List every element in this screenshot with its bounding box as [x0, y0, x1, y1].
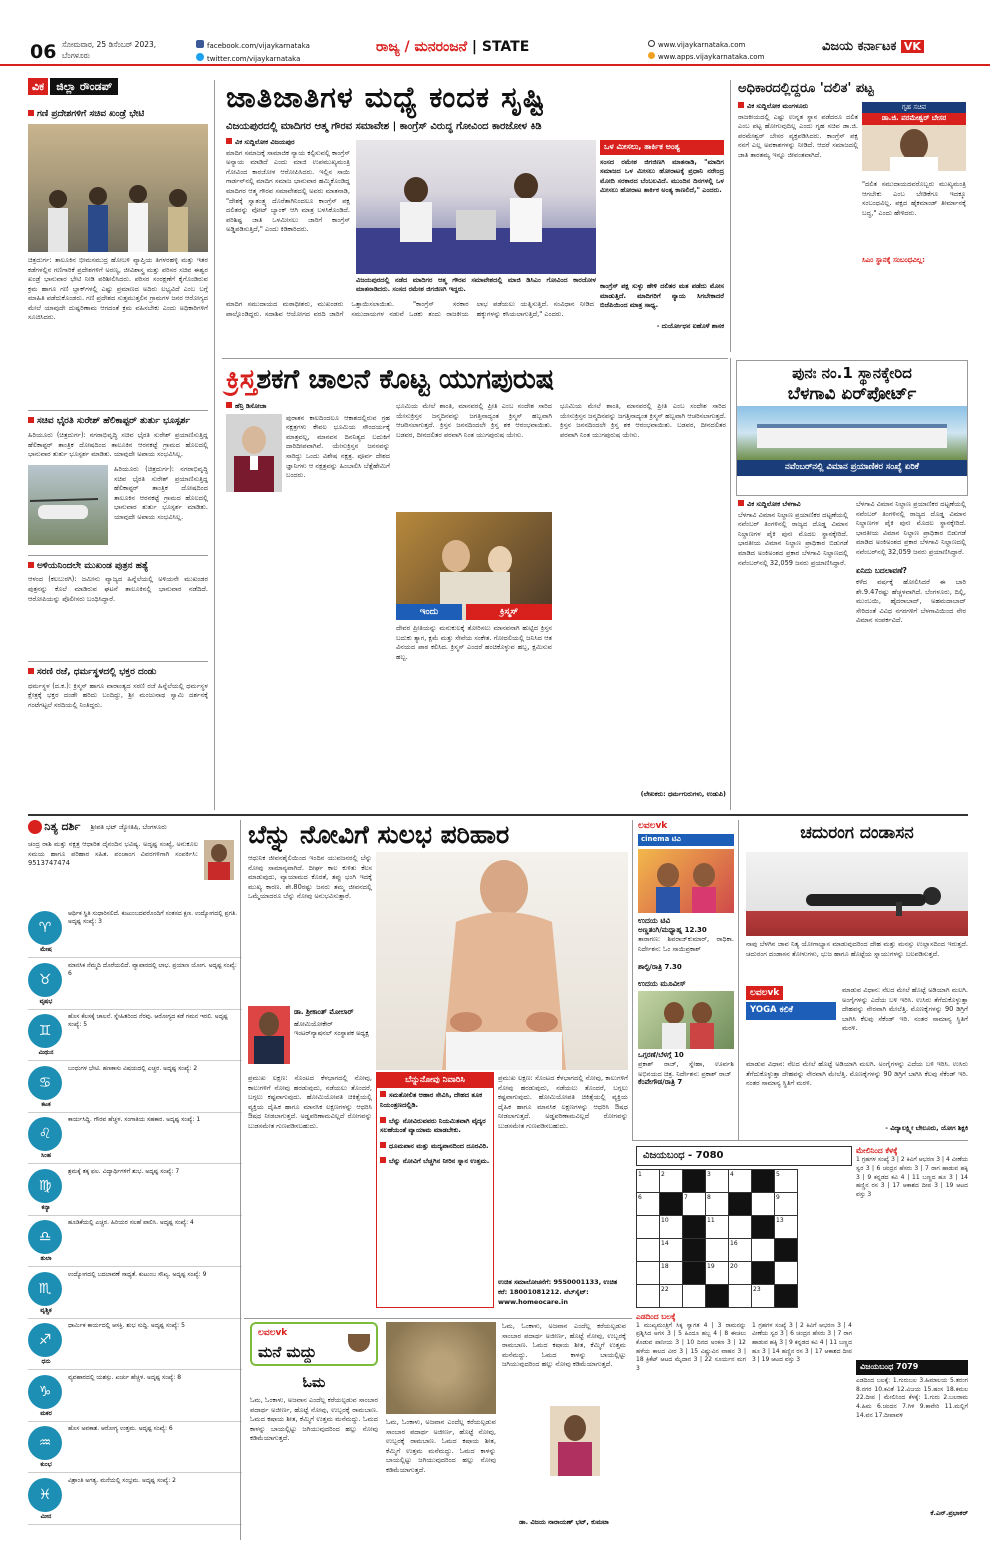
district-s1-photo — [28, 124, 208, 252]
crossword-cell[interactable] — [637, 1284, 660, 1307]
district-s3-head: ಅಳಿಯನಿಂದಲೇ ಮುಖಂಡ ಪುತ್ರನ ಹತ್ಯೆ — [37, 561, 149, 572]
district-s1-body: ಚಿತ್ರದುರ್ಗ: ತಾಲೂಕಿನ ಭೀಮಸಮುದ್ರ ಹೋಬಳಿ ವ್ಯಾಪ್ತಿಯ ತಿಗಳರಹಳ್ಳಿ ಮತ್ತು ಇತರ ಕಡೆಗಳಲ್ಲಿನ ಗಣಿಗಾರಿಕೆ ಪ್ರದೇಶಗಳಿಗೆ ಅರಣ್ಯ, ಜೀವಿಶಾಸ್ತ್ರ ಮತ್ತು ಪರಿಸರ ಸಚಿವ ಈಶ್ವರ ಖಂಡ್ರೆ ಭಾನುವಾರ ಭೇಟಿ ನೀಡಿ ಪರಿಶೀಲಿಸಿದರು. ಪರಿಸರ ಸಂರಕ್ಷಣೆಗೆ ಕೈಗೊಂಡಿರುವ ಕ್ರಮ ಹಾಗೂ ಗಣಿ ಬ್ಲಾಕ್‌ಗಳಲ್ಲಿ ಎಷ್ಟು ಪ್ರಮಾಣದ ಅದಿರು ಲಭ್ಯವಿದೆ ಎಂಬ ಬಗ್ಗೆ ಮಾಹಿತಿ ಪಡೆದುಕೊಂಡರು. ಗಣಿ ಪ್ರದೇಶದ ಸುತ್ತಮುತ್ತಲಿನ ಗ್ರಾಮಗಳ ಜನರ ಆರೋಗ್ಯದ ಮೇಲೆ ಯಾವುದೇ ದುಷ್ಪರಿಣಾಮ ಆಗದಂತೆ ಕ್ರಮ ವಹಿಸಬೇಕು ಎಂದು ಅಧಿಕಾರಿಗಳಿಗೆ ಸೂಚಿಸಿದರು. — [28, 256, 208, 322]
airport-banner: ನವೆಂಬರ್‌ನಲ್ಲಿ ವಿಮಾನ ಪ್ರಯಾಣಿಕರ ಸಂಖ್ಯೆ ಏರಿಕೆ — [737, 460, 967, 475]
lead-sidebar-body: ಸಂಸದ ರಮೇಶ ಜಿಗಜಿಣಗಿ ಮಾತನಾಡಿ, "ಮಾದಿಗ ಸಮಾಜದ ಒಳ ಮೀಸಲು ಹೋರಾಟಕ್ಕೆ ಪ್ರಧಾನಿ ನರೇಂದ್ರ ಮೋದಿ ಸರಕಾರದ ಬೆಂಬಲವಿದೆ. ಮುಂದಿನ ದಿನಗಳಲ್ಲಿ ಒಳ ಮೀಸಲು ಹೋರಾಟ ತಾರ್ಕಿಕ ಅಂತ್ಯ ಕಾಣಲಿದೆ," ಎಂದರು. — [600, 157, 724, 195]
zodiac-icon: ♎ — [28, 1220, 62, 1254]
zodiac-row — [28, 1166, 242, 1216]
christmas-body-2: ಭೂಮಿಯ ಮೇಲೆ ಶಾಂತಿ, ಮಾನವರಲ್ಲಿ ಪ್ರೀತಿ ಎಂಬ ಸಂದೇಶ ಸಾರಿದ ಯೇಸುಕ್ರಿಸ್ತನ ಜನ್ಮದಿನವನ್ನು ಜಗತ್ತಿನಾದ್ಯಂತ ಕ್ರಿಸ್ಮಸ್ ಹಬ್ಬವಾಗಿ ಆಚರಿಸಲಾಗುತ್ತದೆ. ಕ್ರಿಸ್ತನ ಜನನದಿಂದಲೇ ಕ್ರಿಸ್ತ ಶಕ ಆರಂಭವಾಯಿತು. ಬಡವರ, ದೀನದಲಿತರ ಪರವಾಗಿ ನಿಂತ ಯುಗಪುರುಷ ಯೇಸು. — [396, 402, 552, 439]
backpain-body-3: ಪ್ರಮುಖ ಲಕ್ಷಣ: ಸೊಂಟದ ಕೆಳಭಾಗದಲ್ಲಿ ನೋವು, ಕಾಲುಗಳಿಗೆ ನೋವು ಹರಡುವುದು, ನಡೆಯಲು ತೊಂದರೆ, ಬಗ್ಗಲು ಕಷ್ಟವಾಗುವುದು. ಹೋಮಿಯೋಪತಿ ಚಿಕಿತ್ಸೆಯಲ್ಲಿ ವ್ಯಕ್ತಿಯ ದೈಹಿಕ ಹಾಗೂ ಮಾನಸಿಕ ಲಕ್ಷಣಗಳನ್ನು ಆಧರಿಸಿ ಔಷಧ ನೀಡಲಾಗುತ್ತದೆ. ಅಡ್ಡಪರಿಣಾಮವಿಲ್ಲದೆ ರೋಗವನ್ನು ಬುಡಸಮೇತ ಗುಣಪಡಿಸಬಹುದು. — [498, 1074, 628, 1130]
lead-quote-by: - ದುರ್ಯೋಧನ ಐಹೊಳೆ ಶಾಸಕ — [656, 322, 724, 330]
chess-steps: ಮಾಡುವ ವಿಧಾನ: ನೆಲದ ಮೇಲೆ ಹೊಟ್ಟೆ ಅಡಿಯಾಗಿ ಮಲಗಿ. ಅಂಗೈಗಳನ್ನು ಎದೆಯ ಬಳಿ ಇರಿಸಿ. ಉಸಿರು ತೆಗೆದುಕೊಳ್ಳುತ್ತಾ ದೇಹವನ್ನು ನೇರವಾಗಿ ಮೇಲೆತ್ತಿ. ಮೊಣಕೈಗಳನ್ನು 90 ಡಿಗ್ರಿಗೆ ಬಾಗಿಸಿ ಕೆಲವು ಸೆಕೆಂಡ್ ಇರಿ. ನಂತರ ಸಾಮಾನ್ಯ ಸ್ಥಿತಿಗೆ ಮರಳಿ. — [842, 986, 968, 1033]
airport-body: ಬೆಳಗಾವಿ ವಿಮಾನ ನಿಲ್ದಾಣ ಪ್ರಯಾಣಿಕರ ದಟ್ಟಣೆಯಲ್ಲಿ ನವೆಂಬರ್ ತಿಂಗಳಿನಲ್ಲಿ ರಾಜ್ಯದ ದೊಡ್ಡ ವಿಮಾನ ನಿಲ್ದಾಣಗಳ ಪೈಕಿ ಪುನಃ ಮೊದಲ ಸ್ಥಾನಕ್ಕೇರಿದೆ. ಭಾರತೀಯ ವಿಮಾನ ನಿಲ್ದಾಣ ಪ್ರಾಧಿಕಾರ ಬಿಡುಗಡೆ ಮಾಡಿದ ಅಂಕಿಅಂಶದ ಪ್ರಕಾರ ಬೆಳಗಾವಿ ನಿಲ್ದಾಣದಲ್ಲಿ ನವೆಂಬರ್‌ನಲ್ಲಿ 32,059 ಜನರು ಪ್ರಯಾಣಿಸಿದ್ದಾರೆ. — [738, 510, 848, 567]
tip-text: ಬೆನ್ನು ನೋವಿಗೆ ಬೆಚ್ಚಗಿನ ನೀರಿನ ಸ್ನಾನ ಉತ್ತಮ. — [389, 1157, 490, 1166]
district-s2-body-cont: ಹಿರಿಯೂರು (ಚಿತ್ರದುರ್ಗ): ನಗರಾಭಿವೃದ್ಧಿ ಸಚಿವ ಭೈರತಿ ಸುರೇಶ್ ಪ್ರಯಾಣಿಸುತ್ತಿದ್ದ ಹೆಲಿಕಾಪ್ಟರ್ ತಾಂತ್ರಿಕ ದೋಷದಿಂದ ತಾಲೂಕಿನ ಆರನಕಟ್ಟೆ ಗ್ರಾಮದ ಹೊಲದಲ್ಲಿ ಭಾನುವಾರ ತುರ್ತು ಭೂಸ್ಪರ್ಶ ಮಾಡಿತು. ಯಾವುದೇ ಅಪಾಯ ಸಂಭವಿಸಿಲ್ಲ. — [114, 465, 208, 522]
tips-box — [376, 1072, 494, 1308]
district-s1-head: ಗಣಿ ಪ್ರದೇಶಗಳಿಗೆ ಸಚಿವ ಖಂಡ್ರೆ ಭೇಟಿ — [37, 109, 145, 119]
right-top-body: ರಾಜಕೀಯದಲ್ಲಿ ಎಷ್ಟು ಉನ್ನತ ಸ್ಥಾನ ಪಡೆದರೂ ದಲಿತ ಎಂಬ ಪಟ್ಟ ಹೋಗುವುದಿಲ್ಲ ಎಂದು ಗೃಹ ಸಚಿವ ಡಾ.ಜಿ. ಪರಮೇಶ್ವರ್ ಬೇಸರ ವ್ಯಕ್ತಪಡಿಸಿದರು. ಕಾಂಗ್ರೆಸ್ ಪಕ್ಷ ನನಗೆ ಎಲ್ಲ ಅವಕಾಶಗಳನ್ನು ನೀಡಿದೆ. ಆದರೆ ಸಮಾಜದಲ್ಲಿ ಜಾತಿ ತಾರತಮ್ಯ ಇನ್ನೂ ಜೀವಂತವಾಗಿದೆ. — [738, 112, 858, 159]
tip-bullet-icon — [380, 1117, 386, 1123]
section-name: ರಾಜ್ಯ / ಮನರಂಜನೆ — [376, 39, 468, 55]
district-s2-head: ಸಚಿವ ಭೈರತಿ ಸುರೇಶ್ ಹೆಲಿಕಾಪ್ಟರ್ ತುರ್ತು ಭೂಸ್ಪರ್ಶ — [37, 416, 190, 427]
right-top-sub-body: "ದಲಿತ ಸಮುದಾಯದವರೊಬ್ಬರು ಮುಖ್ಯಮಂತ್ರಿ ಆಗಬೇಕು ಎಂಬ ಬೇಡಿಕೆಗೂ ಇದಕ್ಕೂ ಸಂಬಂಧವಿಲ್ಲ. ಪಕ್ಷದ ಹೈಕಮಾಂಡ್ ತೀರ್ಮಾನಕ್ಕೆ ಬದ್ಧ," ಎಂದು ಹೇಳಿದರು. — [862, 180, 966, 217]
christmas-tags — [396, 604, 552, 620]
tip-item — [380, 1117, 490, 1136]
zodiac-text: ಕಾರ್ಯಸಿದ್ಧಿ. ಗೌರವ ಹೆಚ್ಚಳ. ಸಂಗಾತಿಯ ಸಹಕಾರ. ಅದೃಷ್ಟ ಸಂಖ್ಯೆ: 1 — [68, 1116, 201, 1123]
crossword-answers: ಎಡದಿಂದ ಬಲಕ್ಕೆ: 1.ಗುರುಬಲ 3.ಹಿಮಾಲಯ 5.ತರಂಗ 8.ನಗರ 10.ಕವಿತೆ 12.ವಿಜಯ 15.ಹಂಸ 18.ಕಮಲ 22.ದೀಪ | ಮೇಲಿನಿಂದ ಕೆಳಕ್ಕೆ: 1.ಗುರು 2.ಬಲರಾಮ 4.ಹಿಮ 6.ಚಂದನ 7.ಗಿಳಿ 9.ಕಾವೇರಿ 11.ಮಲ್ಲಿಗೆ 14.ವನ 17.ದೀಪಾವಳಿ — [856, 1376, 968, 1419]
tv-brand: ಲವಲvk — [638, 821, 668, 831]
doctor-title: ಹೋಮಿಯೋಕೇರ್ ಇಂಟರ್‌ನ್ಯಾಷನಲ್ ಸಂಸ್ಥಾಪಕ ಅಧ್ಯಕ್ಷ — [294, 1020, 369, 1037]
facebook-link[interactable]: facebook.com/vijaykarnataka — [207, 42, 310, 50]
zodiac-name: ಮಿಥುನ — [38, 1049, 54, 1056]
airport-body-cont: ಬೆಳಗಾವಿ ವಿಮಾನ ನಿಲ್ದಾಣ ಪ್ರಯಾಣಿಕರ ದಟ್ಟಣೆಯಲ್ಲಿ ನವೆಂಬರ್ ತಿಂಗಳಿನಲ್ಲಿ ರಾಜ್ಯದ ದೊಡ್ಡ ವಿಮಾನ ನಿಲ್ದಾಣಗಳ ಪೈಕಿ ಪುನಃ ಮೊದಲ ಸ್ಥಾನಕ್ಕೇರಿದೆ. ಭಾರತೀಯ ವಿಮಾನ ನಿಲ್ದಾಣ ಪ್ರಾಧಿಕಾರ ಬಿಡುಗಡೆ ಮಾಡಿದ ಅಂಕಿಅಂಶದ ಪ್ರಕಾರ ಬೆಳಗಾವಿ ನಿಲ್ದಾಣದಲ್ಲಿ ನವೆಂಬರ್‌ನಲ್ಲಿ 32,059 ಜನರು ಪ್ರಯಾಣಿಸಿದ್ದಾರೆ. — [856, 500, 966, 556]
tv-ch1-info: ತಾರಾಗಣ: ಶಿವರಾಜ್‌ಕುಮಾರ್, ರಾಧಿಕಾ. ನಿರ್ದೇಶನ: ಓಂ ಸಾಯಿಪ್ರಕಾಶ್ — [638, 935, 734, 953]
right-top-photo-box — [862, 102, 966, 176]
airport-dateline — [738, 500, 848, 509]
tv-ch1-show2: ಶಾಲ್ಟಿ/ರಾತ್ರಿ 7.30 — [638, 963, 682, 972]
tv-ch2-info: ಪ್ರಕಾಶ್ ರಾಜ್, ಸ್ನೇಹಾ, ಊರ್ವಶಿ ಅಭಿನಯದ ಚಿತ್ರ. ನಿರ್ದೇಶನ: ಪ್ರಕಾಶ್ ರಾಜ್ — [638, 1060, 734, 1078]
zodiac-icon: ♋ — [28, 1066, 62, 1100]
airport-box — [736, 360, 968, 496]
zodiac-name: ಮೇಷ — [40, 946, 52, 953]
tip-text: ಸಮತೋಲಿತ ಆಹಾರ ಸೇವಿಸಿ, ದೇಹದ ತೂಕ ನಿಯಂತ್ರಣದಲ್ಲಿಡಿ. — [380, 1091, 483, 1110]
zodiac-name: ಮೀನ — [40, 1512, 52, 1520]
crossword-cell[interactable] — [729, 1284, 752, 1307]
zodiac-icon: ♉ — [28, 963, 62, 997]
recipe-badge — [250, 1322, 378, 1366]
crossword-cell[interactable] — [752, 1192, 775, 1215]
crossword-across-head: ಎಡದಿಂದ ಬಲಕ್ಕೆ — [636, 1311, 676, 1321]
tip-bullet-icon — [380, 1157, 386, 1163]
tip-text: ಧೂಮಪಾನ ಮತ್ತು ಮದ್ಯಪಾನದಿಂದ ದೂರವಿರಿ. — [389, 1141, 489, 1150]
christmas-tag2: ಕ್ರಿಸ್ಮಸ್ — [466, 604, 552, 620]
yoga-photo — [746, 852, 968, 936]
crossword-cell[interactable]: 13 — [775, 1215, 798, 1238]
zodiac-text: ಬಂಧುಗಳ ಭೇಟಿ. ಹಣಕಾಸು ವಿಷಯದಲ್ಲಿ ಎಚ್ಚರ. ಅದೃಷ್ಟ ಸಂಖ್ಯೆ: 2 — [68, 1064, 198, 1072]
twitter-link[interactable]: twitter.com/vijaykarnataka — [207, 55, 301, 64]
tv-ch1: ಉದಯ ಟಿವಿ — [638, 915, 671, 925]
tips-list — [377, 1088, 493, 1175]
recipe-author: ಡಾ. ವಿಜಯ ನಾರಾಯಣ್ ಭಟ್, ಕುಮಟಾ — [519, 1518, 609, 1526]
tip-text: ಬೆನ್ನು ನೋವಿರುವವರು ನಿಯಮಿತವಾಗಿ ವೈದ್ಯರ ಸಲಹೆಯಂತೆ ವ್ಯಾಯಾಮ ಮಾಡಬೇಕು. — [380, 1116, 486, 1135]
zodiac-icon: ♐ — [28, 1323, 62, 1357]
horoscope-intro: ಚಂದ್ರ ರಾಶಿ ಮತ್ತು ನಕ್ಷತ್ರ ಆಧಾರಿತ ದೈನಂದಿನ ಭವಿಷ್ಯ. ಅದೃಷ್ಟ ಸಂಖ್ಯೆ, ಅನುಕೂಲ ಸಮಯ ಹಾಗೂ ಪರಿಹಾರ ಸಹಿತ. ಪಂಚಾಂಗ ವಿವರಗಳಿಗಾಗಿ ಸಂಪರ್ಕಿಸಿ: 9513747474 — [28, 840, 198, 868]
lead-photo — [356, 140, 596, 274]
parameshwar-photo — [862, 125, 966, 171]
tv-sub: cinema ಟಿವಿ — [638, 834, 734, 845]
crossword-across: 1 ಮುಖ್ಯಮಂತ್ರಿಗೆ ಸಿಕ್ಕ ಸ್ವಾಗತ 4 | 3 ರಾಮನನ್ನು ಪ್ರಶ್ನಿಸಿದ ಅಗಸ 3 | 5 ಹಿಂದೂ ಹಬ್ಬ 4 | 8 ಈಚಲು ಕೊಡುವ ಪಾನೀಯ 3 | 10 ದಿನದ ಅಂಕಣ 3 | 12 ಹಳೆಯ ಕಾಲದ ವೀರ 3 | 15 ವಿಷ್ಣುವಿನ ವಾಹನ 3 | 18 ಕ್ರಿಕೆಟ್ ಆಟದ ಮೈದಾನ 3 | 22 ಸೂರ್ಯನ ಮಗ 3 — [636, 1321, 746, 1373]
right-top-sub: ಸಿಎಂ ಸ್ಥಾನಕ್ಕೆ ಸಂಬಂಧವಿಲ್ಲ: — [862, 256, 925, 264]
crossword-cell[interactable]: 11 — [706, 1215, 729, 1238]
tv-box — [638, 820, 734, 1136]
zodiac-row — [28, 1475, 242, 1525]
crossword-box — [636, 1146, 852, 1544]
lead-dateline-text: ವಿಕ ಸುದ್ದಿಲೋಕ ವಿಜಯಪುರ — [235, 138, 295, 146]
globe-icon — [648, 40, 655, 47]
city: ಬೆಂಗಳೂರು — [62, 51, 91, 60]
tip-item — [380, 1157, 490, 1167]
crossword-cell[interactable]: 7 — [683, 1192, 706, 1215]
backpain-headline: ಬೆನ್ನು ನೋವಿಗೆ ಸುಲಭ ಪರಿಹಾರ — [248, 820, 510, 849]
zodiac-name: ಕನ್ಯಾ — [41, 1203, 51, 1211]
crossword-cell[interactable]: 6 — [637, 1192, 660, 1215]
zodiac-row — [28, 1423, 242, 1473]
crossword-author: ಕೆ.ಎನ್.ಪ್ರಭಾಕರ್ — [930, 1508, 968, 1517]
mortar-icon — [348, 1334, 370, 1352]
christmas-tag1: ಇಂದು — [396, 604, 462, 620]
crossword-cell[interactable] — [683, 1215, 706, 1238]
twitter-icon — [196, 53, 204, 61]
airport-photo — [737, 406, 967, 460]
crossword-cell[interactable] — [752, 1238, 775, 1261]
crossword-cell[interactable]: 10 — [660, 1215, 683, 1238]
lead-body-2: ಮಾದಿಗ ಸಮುದಾಯದ ಮಠಾಧೀಶರು, ಮುಖಂಡರು ಪಾಲ್ಗೊಂಡಿದ್ದರು. ಸದಾಶಿವ ಆಯೋಗದ ವರದಿ ಜಾರಿಗೆ ಒತ್ತಾಯಿಸಲಾಯಿತು. "ಕಾಂಗ್ರೆಸ್ ಸರಕಾರ ಸಮುದಾಯಗಳ ನಡುವೆ ಒಡಕು ತಂದು ರಾಜಕೀಯ ಲಾಭ ಪಡೆಯಲು ಯತ್ನಿಸುತ್ತಿದೆ. ಸಂವಿಧಾನ ನೀಡಿದ ಹಕ್ಕುಗಳನ್ನು ಕಸಿಯಲಾಗುತ್ತಿದೆ," ಎಂದರು. — [226, 300, 594, 318]
zodiac-name: ಧನು — [41, 1358, 51, 1365]
zodiac-icon: ♓ — [28, 1478, 62, 1512]
crossword-cell[interactable] — [752, 1169, 775, 1192]
tip-item — [380, 1091, 490, 1110]
right-top-dateline-text: ವಿಕ ಸುದ್ದಿಲೋಕ ಮಂಗಳೂರು — [747, 102, 809, 110]
horoscope-title: ನಿತ್ಯ ದರ್ಶಿ — [44, 820, 81, 833]
zodiac-icon: ♍ — [28, 1169, 62, 1203]
crossword-cell[interactable] — [683, 1169, 706, 1192]
zodiac-icon: ♌ — [28, 1117, 62, 1151]
crossword-cell[interactable] — [752, 1215, 775, 1238]
zodiac-text: ವಿಶ್ರಾಂತಿ ಅಗತ್ಯ. ಮನೆಯಲ್ಲಿ ಸಂಭ್ರಮ. ಅದೃಷ್ಟ ಸಂಖ್ಯೆ: 2 — [68, 1476, 176, 1484]
tips-head: ಬೆನ್ನುನೋವು ನಿವಾರಿಸಿ — [377, 1073, 493, 1088]
crossword-cell[interactable]: 4 — [729, 1169, 752, 1192]
doctor-name: ಡಾ. ಶ್ರೀಕಾಂತ್ ಮೋಲಾರ್ — [294, 1008, 354, 1016]
backpain-contact: ಉಚಿತ ಸಮಾಲೋಚನೆಗೆ: 9550001133, ಉಚಿತ ಕರೆ: 18001081212. ವೆಬ್‌ಸೈಟ್: www.homeocare.in — [498, 1278, 618, 1306]
christmas-byline — [226, 402, 390, 411]
app-icon — [648, 52, 655, 59]
recipe-label: ಮನೆ ಮದ್ದು — [258, 1343, 317, 1361]
backpain-body-1: ಆಧುನಿಕ ಜೀವನಶೈಲಿಯಿಂದ ಇಂದಿನ ಯುವಜನರಲ್ಲಿ ಬೆನ್ನು ನೋವು ಸಾಮಾನ್ಯವಾಗಿದೆ. ದೀರ್ಘ ಕಾಲ ಕುಳಿತು ಕೆಲಸ ಮಾಡುವುದು, ವ್ಯಾಯಾಮದ ಕೊರತೆ, ತಪ್ಪು ಭಂಗಿ ಇದಕ್ಕೆ ಮುಖ್ಯ ಕಾರಣ. ಶೇ.80ರಷ್ಟು ಜನರು ತಮ್ಮ ಜೀವನದಲ್ಲಿ ಒಮ್ಮೆಯಾದರೂ ಬೆನ್ನು ನೋವು ಅನುಭವಿಸುತ್ತಾರೆ. — [248, 854, 372, 901]
tip-bullet-icon — [380, 1142, 386, 1148]
crossword-cell[interactable] — [637, 1238, 660, 1261]
yoga-label: YOGA ಕಲಿಕೆ — [746, 1002, 836, 1019]
crossword-title: ವಿಜಯಬಂಧ - 7080 — [636, 1146, 852, 1166]
tv-ch2-show2: ಕೆಂಪೇಗೌಡ/ರಾತ್ರಿ 7 — [638, 1078, 683, 1087]
zodiac-name: ವೃಶ್ಚಿಕ — [40, 1306, 52, 1314]
right-top-dateline — [738, 102, 858, 111]
lead-sidebar-head: ಒಳ ಮೀಸಲು, ತಾರ್ಕಿಕ ಅಂತ್ಯ — [600, 140, 724, 155]
lead-dateline — [226, 138, 350, 147]
christmas-writer: (ಲೇಖಕರು: ಧರ್ಮಗುರುಗಳು, ಉಡುಪಿ) — [640, 790, 726, 798]
recipe-brand: ಲವಲvk — [258, 1328, 288, 1338]
crossword-cell[interactable]: 19 — [706, 1261, 729, 1284]
christmas-body-3: ದೇವರ ಪ್ರೀತಿಯನ್ನು ಮನುಕುಲಕ್ಕೆ ತೋರಿಸಲು ಮಾನವನಾಗಿ ಹುಟ್ಟಿದ ಕ್ರಿಸ್ತನ ಬದುಕು ತ್ಯಾಗ, ಕ್ಷಮೆ ಮತ್ತು ಸೇವೆಯ ಸಂಕೇತ. ಗೋದಲಿಯಲ್ಲಿ ಜನಿಸಿದ ಆತ ವಿನಯದ ಪಾಠ ಕಲಿಸಿದ. ಕ್ರಿಸ್ಮಸ್ ಎಂದರೆ ಹಂಚಿಕೊಳ್ಳುವ ಹಬ್ಬ, ಕ್ಷಮಿಸುವ ಹಬ್ಬ. — [396, 624, 552, 661]
crossword-cell[interactable]: 14 — [660, 1238, 683, 1261]
zodiac-text: ಹೂಡಿಕೆಯಲ್ಲಿ ಎಚ್ಚರ. ಹಿರಿಯರ ಸಲಹೆ ಪಾಲಿಸಿ. ಅದೃಷ್ಟ ಸಂಖ್ಯೆ: 4 — [68, 1219, 194, 1226]
zodiac-text: ಹೊಸ ಅವಕಾಶ. ಆರೋಗ್ಯ ಉತ್ತಮ. ಅದೃಷ್ಟ ಸಂಖ್ಯೆ: 6 — [68, 1425, 173, 1432]
zodiac-list — [20, 908, 236, 1528]
zodiac-row — [28, 1320, 242, 1370]
crossword-cell[interactable] — [683, 1261, 706, 1284]
tv-photo-1 — [638, 849, 734, 913]
horoscope-author: ಶ್ರೀಪತಿ ಭಟ್ ಜ್ಯೋತಿಷಿ, ಬೆಂಗಳೂರು — [90, 823, 167, 832]
crossword-cell[interactable]: 22 — [660, 1284, 683, 1307]
crossword-cell[interactable] — [775, 1238, 798, 1261]
recipe-box — [250, 1322, 626, 1544]
crossword-cell[interactable] — [752, 1261, 775, 1284]
section-name-en: STATE — [481, 39, 530, 55]
district-tag-title: ಜಿಲ್ಲಾ ರೌಂಡಪ್ — [50, 78, 118, 95]
recipe-body-2: ಓಮ, ಓಂಕಾಳು, ಅಜವಾನ ಎಂದೆಲ್ಲ ಕರೆಯಲ್ಪಡುವ ಸಾಂಬಾರ ಪದಾರ್ಥ ಅಜೀರ್ಣ, ಹೊಟ್ಟೆ ನೋವು, ಉಬ್ಬರಕ್ಕೆ ರಾಮಬಾಣ. ಓಮದ ಕಷಾಯ ಶೀತ, ಕೆಮ್ಮಿಗೆ ಉತ್ತಮ ಮನೆಮದ್ದು. ಓಮದ ಕಾಳನ್ನು ಬಾಯಲ್ಲಿಟ್ಟು ಜಗಿಯುವುದರಿಂದ ಹಲ್ಲು ನೋವು ಕಡಿಮೆಯಾಗುತ್ತದೆ. — [386, 1418, 496, 1474]
christmas-body-1: ಪುರಾತನ ಕಾಲದಿಂದಲೂ ಆಕಾಶದಲ್ಲಿರುವ ಗ್ರಹ ನಕ್ಷತ್ರಗಳು ಕೇವಲ ಭೂಮಿಯ ಸೌಂದರ್ಯಕ್ಕೆ ಮಾತ್ರವಲ್ಲ, ಮಾನವನ ದಿನನಿತ್ಯದ ಬದುಕಿಗೆ ದಾರಿದೀಪವಾಗಿವೆ. ಯೇಸುಕ್ರಿಸ್ತನ ಜನನವನ್ನು ಸಾರಿದ್ದು ಒಂದು ವಿಶೇಷ ನಕ್ಷತ್ರ. ಪೂರ್ವ ದೇಶದ ಜ್ಞಾನಿಗಳು ಆ ನಕ್ಷತ್ರವನ್ನು ಹಿಂಬಾಲಿಸಿ ಬೆತ್ಲೆಹೇಮಿಗೆ ಬಂದರು. — [286, 413, 390, 480]
zodiac-text: ಆರ್ಥಿಕ ಸ್ಥಿತಿ ಸುಧಾರಿಸಲಿದೆ. ಕುಟುಂಬದವರೊಂದಿಗೆ ಸಂತಸದ ಕ್ಷಣ. ಉದ್ಯೋಗದಲ್ಲಿ ಪ್ರಗತಿ. ಅದೃಷ್ಟ ಸಂಖ್ಯೆ: 3 — [68, 910, 238, 926]
zodiac-icon: ♈ — [28, 911, 62, 945]
christmas-byline-text: ಹೆನ್ರಿ ಡಿಸೋಜಾ — [235, 402, 267, 410]
zodiac-row — [28, 1011, 242, 1061]
zodiac-name: ವೃಷಭ — [39, 997, 53, 1005]
zodiac-text: ಉದ್ಯೋಗದಲ್ಲಿ ಬದಲಾವಣೆ ಸಾಧ್ಯತೆ. ಕುಟುಂಬ ಸೌಖ್ಯ. ಅದೃಷ್ಟ ಸಂಖ್ಯೆ: 9 — [68, 1270, 207, 1278]
crossword-cell[interactable]: 8 — [706, 1192, 729, 1215]
lead-headline: ಜಾತಿಜಾತಿಗಳ ಮಧ್ಯೆ ಕಂದಕ ಸೃಷ್ಟಿ — [226, 80, 546, 114]
chess-headline: ಚದುರಂಗ ದಂಡಾಸನ — [800, 823, 914, 843]
zodiac-text: ಶ್ರಮಕ್ಕೆ ತಕ್ಕ ಫಲ. ವಿದ್ಯಾರ್ಥಿಗಳಿಗೆ ಶುಭ. ಅದೃಷ್ಟ ಸಂಖ್ಯೆ: 7 — [68, 1167, 180, 1175]
logo-vk: VK — [901, 40, 924, 53]
crossword-cell[interactable] — [683, 1238, 706, 1261]
zodiac-row — [28, 1114, 242, 1164]
zodiac-name: ಮಕರ — [40, 1409, 52, 1417]
recipe-body: ಓಮ, ಓಂಕಾಳು, ಅಜವಾನ ಎಂದೆಲ್ಲ ಕರೆಯಲ್ಪಡುವ ಸಾಂಬಾರ ಪದಾರ್ಥ ಅಜೀರ್ಣ, ಹೊಟ್ಟೆ ನೋವು, ಉಬ್ಬರಕ್ಕೆ ರಾಮಬಾಣ. ಓಮದ ಕಷಾಯ ಶೀತ, ಕೆಮ್ಮಿಗೆ ಉತ್ತಮ ಮನೆಮದ್ದು. ಓಮದ ಕಾಳನ್ನು ಬಾಯಲ್ಲಿಟ್ಟು ಜಗಿಯುವುದರಿಂದ ಹಲ್ಲು ನೋವು ಕಡಿಮೆಯಾಗುತ್ತದೆ. — [250, 1396, 378, 1443]
crossword-cell[interactable]: 3 — [706, 1169, 729, 1192]
zodiac-row — [28, 960, 242, 1010]
airport-sub: ಏನಿದು ಬದಲಾವಣೆ? — [856, 566, 907, 575]
crossword-cell[interactable] — [683, 1284, 706, 1307]
chess-body: ನಾವು ಬೆಳಗಿನ ಜಾವ ನಿತ್ಯ ಯೋಗಾಭ್ಯಾಸ ಮಾಡುವುದರಿಂದ ದೇಹ ಮತ್ತು ಮನಸ್ಸು ಉಲ್ಲಾಸದಿಂದ ಇರುತ್ತದೆ. ಚದುರಂಗ ದಂಡಾಸನ ತೋಳುಗಳು, ಭುಜ ಹಾಗೂ ಹೊಟ್ಟೆಯ ಸ್ನಾಯುಗಳನ್ನು ಬಲಪಡಿಸುತ್ತದೆ. — [746, 940, 968, 958]
zodiac-icon: ♑ — [28, 1375, 62, 1409]
airport-body-2: ಕಳೆದ ವರ್ಷಕ್ಕೆ ಹೋಲಿಸಿದರೆ ಈ ಬಾರಿ ಶೇ.9.47ರಷ್ಟು ಹೆಚ್ಚಳವಾಗಿದೆ. ಬೆಂಗಳೂರು, ದಿಲ್ಲಿ, ಮುಂಬಯಿ, ಹೈದರಾಬಾದ್, ಅಹಮದಾಬಾದ್ ಸೇರಿದಂತೆ ವಿವಿಧ ನಗರಗಳಿಗೆ ಬೆಳಗಾವಿಯಿಂದ ನೇರ ವಿಮಾನ ಸಂಪರ್ಕವಿದೆ. — [856, 578, 966, 625]
zodiac-text: ವ್ಯವಹಾರದಲ್ಲಿ ಯಶಸ್ಸು. ಖರ್ಚು ಹೆಚ್ಚಳ. ಅದೃಷ್ಟ ಸಂಖ್ಯೆ: 8 — [68, 1373, 182, 1381]
masthead: 06 ಸೋಮವಾರ, 25 ಡಿಸೆಂಬರ್ 2023, ಬೆಂಗಳೂರು facebook.com/vijaykarnataka twitter.com/vijaykarnataka ರಾಜ್ಯ / ಮನರಂಜನೆ | STATE www.vijaykarnataka.com www.apps.vijaykarnataka.com ವಿಜಯ ಕರ್ನಾಟಕ VK — [0, 36, 990, 66]
district-tag — [28, 80, 208, 102]
zodiac-row — [28, 1269, 242, 1319]
website-link[interactable]: www.vijaykarnataka.com — [658, 41, 746, 49]
crossword-cell[interactable] — [729, 1192, 752, 1215]
crossword-clues — [856, 1146, 968, 1544]
zodiac-name: ತುಲಾ — [40, 1255, 52, 1262]
helicopter-photo — [28, 465, 108, 545]
zodiac-row — [28, 1217, 242, 1267]
crossword-cell[interactable] — [660, 1192, 683, 1215]
district-s4-head: ಸರಣಿ ರಜೆ, ಧರ್ಮಸ್ಥಳದಲ್ಲಿ ಭಕ್ತರ ದಂಡು — [37, 667, 157, 678]
crossword-cell[interactable]: 1 — [637, 1169, 660, 1192]
crossword-cell[interactable] — [637, 1215, 660, 1238]
crossword-cell[interactable]: 5 — [775, 1169, 798, 1192]
doctor-box — [248, 1006, 372, 1072]
district-column — [28, 80, 208, 800]
lead-quote — [600, 282, 724, 340]
crossword-cell[interactable] — [729, 1215, 752, 1238]
lead-photo-caption: ವಿಜಯಪುರದಲ್ಲಿ ನಡೆದ ಮಾದಿಗರ ಆತ್ಮ ಗೌರವ ಸಮಾವೇಶದಲ್ಲಿ ಮಾಜಿ ಡಿಸಿಎಂ ಗೋವಿಂದ ಕಾರಜೋಳ ಮಾತನಾಡಿದರು. ಸಂಸದ ರಮೇಶ ಜಿಗಜಿಣಗಿ ಇದ್ದರು. — [356, 276, 596, 294]
crossword-cell[interactable]: 2 — [660, 1169, 683, 1192]
backpain-photo — [376, 852, 628, 1070]
right-top-tag1: ಗೃಹ ಸಚಿವ — [862, 102, 966, 113]
priest-photo — [226, 414, 282, 492]
app-link[interactable]: www.apps.vijaykarnataka.com — [658, 53, 765, 62]
zodiac-row — [28, 1372, 242, 1422]
zodiac-name: ಕುಂಭ — [40, 1461, 52, 1468]
recipe-body-3: ಓಮ, ಓಂಕಾಳು, ಅಜವಾನ ಎಂದೆಲ್ಲ ಕರೆಯಲ್ಪಡುವ ಸಾಂಬಾರ ಪದಾರ್ಥ ಅಜೀರ್ಣ, ಹೊಟ್ಟೆ ನೋವು, ಉಬ್ಬರಕ್ಕೆ ರಾಮಬಾಣ. ಓಮದ ಕಷಾಯ ಶೀತ, ಕೆಮ್ಮಿಗೆ ಉತ್ತಮ ಮನೆಮದ್ದು. ಓಮದ ಕಾಳನ್ನು ಬಾಯಲ್ಲಿಟ್ಟು ಜಗಿಯುವುದರಿಂದ ಹಲ್ಲು ನೋವು ಕಡಿಮೆಯಾಗುತ್ತದೆ. — [502, 1322, 626, 1369]
crossword-cell[interactable] — [637, 1261, 660, 1284]
facebook-icon — [196, 40, 204, 48]
airport-head2: ಬೆಳಗಾವಿ ಏರ್‌ಪೋರ್ಟ್ — [787, 384, 917, 405]
tip-bullet-icon — [380, 1091, 386, 1097]
yoga-brand: ಲವಲvk — [746, 986, 783, 1000]
zodiac-name: ಸಿಂಹ — [40, 1152, 51, 1159]
backpain-body-2: ಪ್ರಮುಖ ಲಕ್ಷಣ: ಸೊಂಟದ ಕೆಳಭಾಗದಲ್ಲಿ ನೋವು, ಕಾಲುಗಳಿಗೆ ನೋವು ಹರಡುವುದು, ನಡೆಯಲು ತೊಂದರೆ, ಬಗ್ಗಲು ಕಷ್ಟವಾಗುವುದು. ಹೋಮಿಯೋಪತಿ ಚಿಕಿತ್ಸೆಯಲ್ಲಿ ವ್ಯಕ್ತಿಯ ದೈಹಿಕ ಹಾಗೂ ಮಾನಸಿಕ ಲಕ್ಷಣಗಳನ್ನು ಆಧರಿಸಿ ಔಷಧ ನೀಡಲಾಗುತ್ತದೆ. ಅಡ್ಡಪರಿಣಾಮವಿಲ್ಲದೆ ರೋಗವನ್ನು ಬುಡಸಮೇತ ಗುಣಪಡಿಸಬಹುದು. — [248, 1074, 372, 1130]
recipe-title: ಓಮ — [302, 1375, 326, 1391]
crossword-across-cont: 1 ಗ್ರಹಗಳ ಸಂಖ್ಯೆ 3 | 2 ಕಿವಿಗೆ ಆಭರಣ 3 | 4 ವೀಣೆಯ ಸ್ವರ 3 | 6 ಚಂದ್ರನ ಹೆಸರು 3 | 7 ರಾಗ ಹಾಡುವ ಹಕ್ಕಿ 3 | 9 ಕನ್ನಡದ ಕವಿ 4 | 11 ಬಣ್ಣದ ಹೂ 3 | 14 ಹಣ್ಣಿನ ರಸ 3 | 17 ಆಕಾಶದ ದೀಪ 3 | 19 ಆಟದ ವಸ್ತು 3 — [752, 1321, 852, 1364]
astrologer-photo — [204, 840, 234, 880]
crossword-answer-head: ವಿಜಯಬಂಧ 7079 — [856, 1360, 968, 1375]
lead-quote-text: ಕಾಂಗ್ರೆಸ್ ಪಕ್ಷ ಸುಳ್ಳು ಹೇಳಿ ದಲಿತರ ಮತ ಪಡೆದು ಮೋಸ ಮಾಡುತ್ತಿದೆ. ಮಾದಿಗರಿಗೆ ನ್ಯಾಯ ಸಿಗಬೇಕಾದರೆ ಬಿಜೆಪಿಯಿಂದ ಮಾತ್ರ ಸಾಧ್ಯ. — [600, 282, 724, 310]
district-s3-body: ಆಳಂದ (ಕಲಬುರಗಿ): ಜಮೀನು ವ್ಯಾಜ್ಯದ ಹಿನ್ನೆಲೆಯಲ್ಲಿ ಅಳಿಯನೇ ಮುಖಂಡರ ಪುತ್ರನನ್ನು ಕೊಲೆ ಮಾಡಿರುವ ಘಟನೆ ತಾಲೂಕಿನಲ್ಲಿ ಭಾನುವಾರ ನಡೆದಿದೆ. ಆರೋಪಿಯನ್ನು ಪೊಲೀಸರು ಬಂಧಿಸಿದ್ದಾರೆ. — [28, 575, 208, 603]
recipe-author-photo — [550, 1406, 600, 1476]
crossword-cell[interactable]: 23 — [752, 1284, 775, 1307]
horoscope-icon — [28, 820, 42, 834]
zodiac-text: ಧಾರ್ಮಿಕ ಕಾರ್ಯದಲ್ಲಿ ಆಸಕ್ತಿ. ಶುಭ ಸುದ್ದಿ. ಅದೃಷ್ಟ ಸಂಖ್ಯೆ: 5 — [68, 1322, 185, 1329]
date: ಸೋಮವಾರ, 25 ಡಿಸೆಂಬರ್ 2023, — [62, 40, 157, 49]
logo-text: ವಿಜಯ ಕರ್ನಾಟಕ — [822, 39, 897, 54]
christmas-headline — [226, 362, 726, 398]
chess-steps-cont: ಮಾಡುವ ವಿಧಾನ: ನೆಲದ ಮೇಲೆ ಹೊಟ್ಟೆ ಅಡಿಯಾಗಿ ಮಲಗಿ. ಅಂಗೈಗಳನ್ನು ಎದೆಯ ಬಳಿ ಇರಿಸಿ. ಉಸಿರು ತೆಗೆದುಕೊಳ್ಳುತ್ತಾ ದೇಹವನ್ನು ನೇರವಾಗಿ ಮೇಲೆತ್ತಿ. ಮೊಣಕೈಗಳನ್ನು 90 ಡಿಗ್ರಿಗೆ ಬಾಗಿಸಿ ಕೆಲವು ಸೆಕೆಂಡ್ ಇರಿ. ನಂತರ ಸಾಮಾನ್ಯ ಸ್ಥಿತಿಗೆ ಮರಳಿ. — [746, 1060, 968, 1088]
ajwain-photo — [386, 1322, 496, 1414]
airport-head1: ಪುನಃ ನಂ.1 ಸ್ಥಾನಕ್ಕೇರಿದ — [737, 361, 967, 383]
tv-ch2: ಉದಯ ಮೂವೀಸ್ — [638, 978, 686, 988]
zodiac-text: ಮಾನಸಿಕ ನೆಮ್ಮದಿ ದೊರೆಯಲಿದೆ. ವ್ಯಾಪಾರದಲ್ಲಿ ಲಾಭ. ಪ್ರಯಾಣ ಯೋಗ. ಅದೃಷ್ಟ ಸಂಖ್ಯೆ: 6 — [68, 961, 237, 977]
tip-item — [380, 1142, 490, 1152]
district-s4-body: ಧರ್ಮಸ್ಥಳ (ದ.ಕ.): ಕ್ರಿಸ್ಮಸ್ ಹಾಗೂ ವಾರಾಂತ್ಯದ ಸರಣಿ ರಜೆ ಹಿನ್ನೆಲೆಯಲ್ಲಿ ಧರ್ಮಸ್ಥಳ ಕ್ಷೇತ್ರಕ್ಕೆ ಭಕ್ತರ ದಂಡೇ ಹರಿದು ಬಂದಿದ್ದು, ಶ್ರೀ ಮಂಜುನಾಥ ಸ್ವಾಮಿ ದರ್ಶನಕ್ಕೆ ಗಂಟೆಗಟ್ಟಲೆ ಸರದಿಯಲ್ಲಿ ನಿಂತಿದ್ದರು. — [28, 681, 208, 709]
crossword-cell[interactable]: 9 — [775, 1192, 798, 1215]
district-tag-vk: ವಿಕ — [28, 78, 48, 95]
airport-dateline-text: ವಿಕ ಸುದ್ದಿಲೋಕ ಬೆಳಗಾವಿ — [747, 500, 801, 508]
right-top-headline: ಅಧಿಕಾರದಲ್ಲಿದ್ದರೂ 'ದಲಿತ' ಪಟ್ಟ — [738, 81, 874, 96]
lead-subhead: ವಿಜಯಪುರದಲ್ಲಿ ಮಾದಿಗರ ಆತ್ಮ ಗೌರವ ಸಮಾವೇಶ | ಕಾಂಗ್ರೆಸ್ ವಿರುದ್ಧ ಗೋವಿಂದ ಕಾರಜೋಳ ಕಿಡಿ — [226, 121, 542, 132]
district-s2-body: ಹಿರಿಯೂರು (ಚಿತ್ರದುರ್ಗ): ನಗರಾಭಿವೃದ್ಧಿ ಸಚಿವ ಭೈರತಿ ಸುರೇಶ್ ಪ್ರಯಾಣಿಸುತ್ತಿದ್ದ ಹೆಲಿಕಾಪ್ಟರ್ ತಾಂತ್ರಿಕ ದೋಷದಿಂದ ತಾಲೂಕಿನ ಆರನಕಟ್ಟೆ ಗ್ರಾಮದ ಹೊಲದಲ್ಲಿ ಭಾನುವಾರ ತುರ್ತು ಭೂಸ್ಪರ್ಶ ಮಾಡಿತು. ಯಾವುದೇ ಅಪಾಯ ಸಂಭವಿಸಿಲ್ಲ. — [28, 431, 208, 459]
crossword-down: 1 ಗ್ರಹಗಳ ಸಂಖ್ಯೆ 3 | 2 ಕಿವಿಗೆ ಆಭರಣ 3 | 4 ವೀಣೆಯ ಸ್ವರ 3 | 6 ಚಂದ್ರನ ಹೆಸರು 3 | 7 ರಾಗ ಹಾಡುವ ಹಕ್ಕಿ 3 | 9 ಕನ್ನಡದ ಕವಿ 4 | 11 ಬಣ್ಣದ ಹೂ 3 | 14 ಹಣ್ಣಿನ ರಸ 3 | 17 ಆಕಾಶದ ದೀಪ 3 | 19 ಆಟದ ವಸ್ತು 3 — [856, 1156, 968, 1198]
zodiac-icon: ♒ — [28, 1426, 62, 1460]
zodiac-icon: ♊ — [28, 1014, 62, 1048]
zodiac-icon: ♏ — [28, 1272, 62, 1306]
right-top-tag2: ಡಾ.ಜಿ. ಪರಮೇಶ್ವರ್ ಬೇಸರ — [862, 113, 966, 124]
crossword-cell[interactable] — [775, 1261, 798, 1284]
crossword-cell[interactable]: 16 — [729, 1238, 752, 1261]
crossword-cell[interactable]: 20 — [729, 1261, 752, 1284]
christmas-body-4: ಭೂಮಿಯ ಮೇಲೆ ಶಾಂತಿ, ಮಾನವರಲ್ಲಿ ಪ್ರೀತಿ ಎಂಬ ಸಂದೇಶ ಸಾರಿದ ಯೇಸುಕ್ರಿಸ್ತನ ಜನ್ಮದಿನವನ್ನು ಜಗತ್ತಿನಾದ್ಯಂತ ಕ್ರಿಸ್ಮಸ್ ಹಬ್ಬವಾಗಿ ಆಚರಿಸಲಾಗುತ್ತದೆ. ಕ್ರಿಸ್ತನ ಜನನದಿಂದಲೇ ಕ್ರಿಸ್ತ ಶಕ ಆರಂಭವಾಯಿತು. ಬಡವರ, ದೀನದಲಿತರ ಪರವಾಗಿ ನಿಂತ ಯುಗಪುರುಷ ಯೇಸು. — [560, 402, 726, 439]
zodiac-row — [28, 908, 242, 958]
logo — [822, 38, 924, 56]
crossword-cell[interactable] — [775, 1284, 798, 1307]
crossword-cell[interactable]: 18 — [660, 1261, 683, 1284]
christmas-headline-rest: ಶಕಗೆ ಚಾಲನೆ ಕೊಟ್ಟ ಯುಗಪುರುಷ — [256, 364, 555, 395]
crossword-down-head: ಮೇಲಿನಿಂದ ಕೆಳಕ್ಕೆ — [856, 1146, 898, 1155]
zodiac-name: ಕಟಕ — [41, 1100, 51, 1108]
christmas-headline-red: ಕ್ರಿಸ್ತ — [226, 364, 257, 395]
crossword-cell[interactable] — [706, 1238, 729, 1261]
lead-body-1: ಮಾದಿಗ ಸಮಾಜಕ್ಕೆ ಸಾಮಾಜಿಕ ನ್ಯಾಯ ಕಲ್ಪಿಸುವಲ್ಲಿ ಕಾಂಗ್ರೆಸ್ ಅನ್ಯಾಯ ಮಾಡಿದೆ ಎಂದು ಮಾಜಿ ಉಪಮುಖ್ಯಮಂತ್ರಿ ಗೋವಿಂದ ಕಾರಜೋಳ ಆರೋಪಿಸಿದರು. ಇಲ್ಲಿನ ಸಾಯಿ ಗಾರ್ಡನ್‌ನಲ್ಲಿ ಮಾದಿಗ ಸಮಾಜ ಭಾನುವಾರ ಹಮ್ಮಿಕೊಂಡಿದ್ದ ಮಾದಿಗರ ಆತ್ಮ ಗೌರವ ಸಮಾವೇಶದಲ್ಲಿ ಅವರು ಮಾತನಾಡಿ, "ದೇಶಕ್ಕೆ ಸ್ವಾತಂತ್ರ್ಯ ದೊರೆತಾಗಿನಿಂದಲೂ ಕಾಂಗ್ರೆಸ್ ಪಕ್ಷ ದಲಿತರನ್ನು ವೋಟ್ ಬ್ಯಾಂಕ್ ಆಗಿ ಮಾತ್ರ ಬಳಸಿಕೊಂಡಿದೆ. ಪರಿಶಿಷ್ಟ ಜಾತಿ ಒಳಮೀಸಲು ಜಾರಿಗೆ ಕಾಂಗ್ರೆಸ್ ಅಡ್ಡಿಪಡಿಸುತ್ತಿದೆ," ಎಂದು ಕಿಡಿಕಾರಿದರು. — [226, 148, 350, 234]
lead-sidebar — [600, 140, 724, 276]
yoga-badge — [746, 986, 836, 1034]
page-number: 06 — [30, 41, 57, 63]
zodiac-row — [28, 1063, 242, 1113]
doctor-photo — [248, 1006, 290, 1064]
zodiac-text: ಹೊಸ ಕೆಲಸಕ್ಕೆ ಚಾಲನೆ. ಸ್ನೇಹಿತರಿಂದ ನೆರವು. ಆರೋಗ್ಯದ ಕಡೆ ಗಮನ ಇರಲಿ. ಅದೃಷ್ಟ ಸಂಖ್ಯೆ: 5 — [68, 1013, 228, 1029]
tv-photo-2 — [638, 991, 734, 1049]
tv-ch2-show: ಒಗ್ಗರಣೆ/ಬೆಳಗ್ಗೆ 10 — [638, 1050, 684, 1059]
crossword-cell[interactable] — [706, 1284, 729, 1307]
tv-ch1-show: ಅಣ್ಣತಂಗಿ/ಮಧ್ಯಾಹ್ನ 12.30 — [638, 925, 707, 934]
chess-credit: - ವಿದ್ಯಾಲಕ್ಷ್ಮೀ ಬೇಲೂರು, ಯೋಗ ಶಿಕ್ಷಕಿ — [885, 1124, 968, 1132]
crossword-grid[interactable] — [636, 1169, 798, 1308]
